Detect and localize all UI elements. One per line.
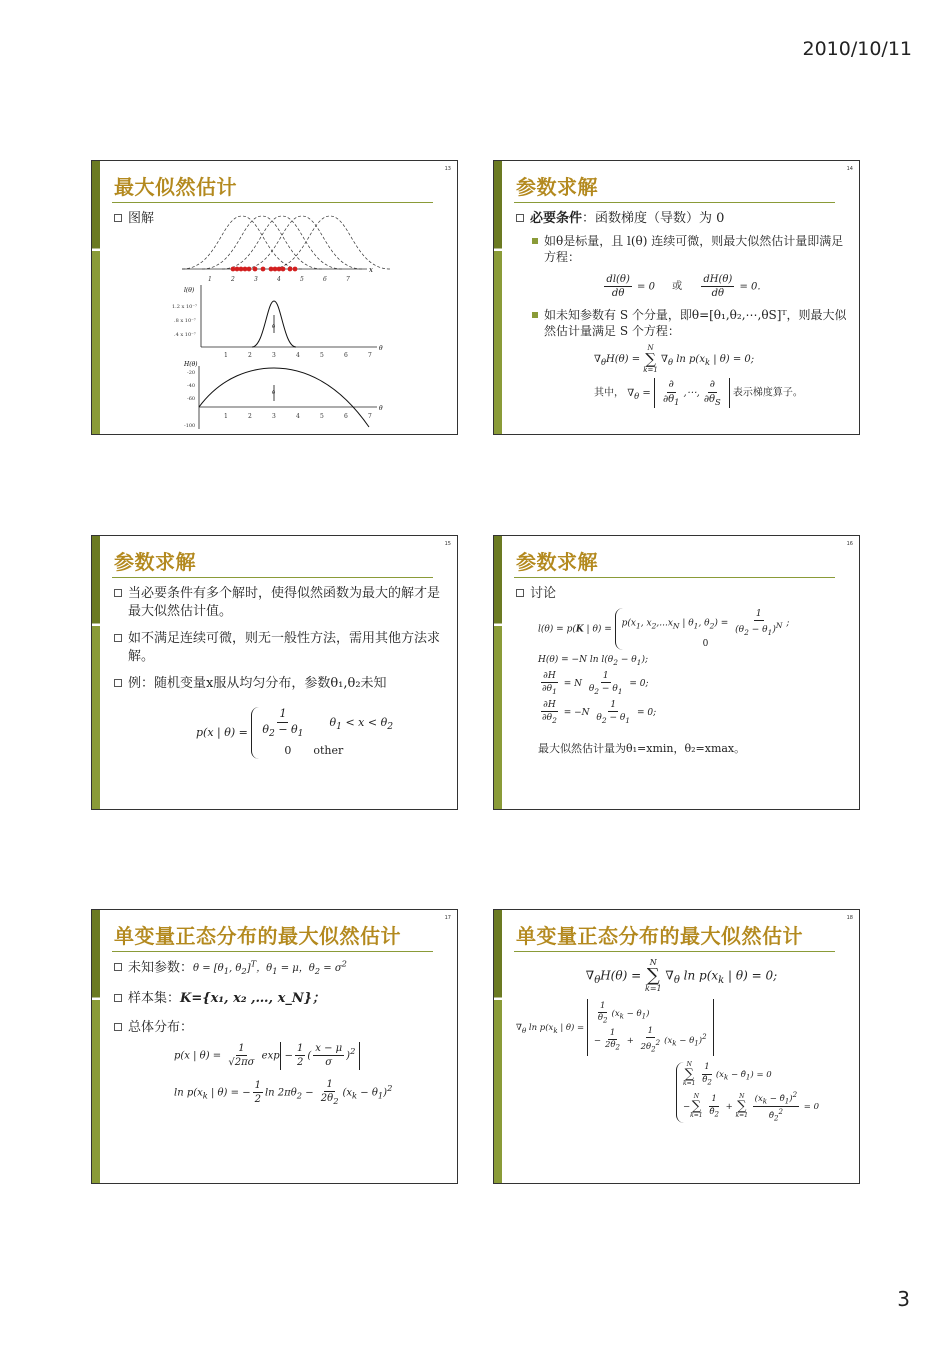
mid-axis-label: l(θ): [184, 287, 195, 294]
svg-text:1: 1: [224, 413, 228, 420]
sub-bullet: [532, 233, 847, 265]
slide-13: [91, 160, 458, 435]
header-date: 2010/10/11: [802, 38, 912, 60]
svg-text:5: 5: [320, 413, 324, 420]
bottom-axis-label: H(θ): [184, 361, 198, 368]
bullet-square-icon: [114, 679, 122, 687]
theta-axis-bottom: θ: [379, 405, 383, 412]
x-axis-label: x: [369, 266, 373, 274]
svg-text:6: 6: [344, 413, 348, 420]
y-ticks-bottom: [184, 370, 195, 429]
equation-gradient-vector: $\nabla_\theta$ $\ln p(x_k$ | θ) = $\frac{1}{\theta_2}$ $(x_k - \theta_1)$ − $\frac{1}{2\theta_2}$ + $\frac{1}{2\theta_2^2}$ $(x_k - \theta_1)^2$: [516, 999, 847, 1056]
svg-text:4: 4: [277, 276, 281, 283]
bullet-text: ：函数梯度（导数）为 0: [582, 211, 725, 226]
slide-15: [91, 535, 458, 810]
svg-text:1: 1: [224, 352, 228, 359]
x-ticks-bottom: [224, 413, 372, 420]
equation-normal-pdf: p(x | θ) = $\frac{1}{√2\pi\sigma}$ exp − $\frac{1}{2}$ ( $\frac{x - \mu}{\sigma}$ )$^2$: [174, 1042, 445, 1070]
title-rule: [514, 951, 835, 952]
slide-number: 15: [444, 541, 451, 547]
bullet-item: [114, 675, 445, 693]
bullet-square-icon: [114, 994, 122, 1002]
svg-text:.8 x 10⁻⁷: .8 x 10⁻⁷: [174, 318, 196, 324]
bullet-square-icon: [114, 963, 122, 971]
bullet-item: [114, 990, 445, 1008]
equation-system: N ∑ k=1 $\frac{1}{\thetâ_2}$ ($x_k$ − $\thetâ_1) = 0$ − N ∑ k=1 $\frac{1}{\thetâ_2}$ + N ∑ k=1 $\frac{(x_k - \thetâ_1)^2}{\thetâ_2^2}$ = 0: [676, 1062, 847, 1123]
likelihood-figure: [92, 161, 458, 435]
slide-accent-bar: [92, 536, 100, 809]
slide-18: [493, 909, 860, 1184]
slide-number: 14: [846, 166, 853, 172]
slide-number: 16: [846, 541, 853, 547]
bullet-text: 讨论: [530, 586, 557, 601]
other-word: other: [313, 744, 344, 758]
slide-title: 参数求解: [516, 550, 598, 574]
bullet-square-icon: [516, 214, 524, 222]
svg-text:3: 3: [272, 413, 276, 420]
where-suffix: 表示梯度算子。: [732, 387, 803, 399]
slide-title: 参数求解: [516, 175, 598, 199]
bullet-text: 图解: [128, 211, 155, 226]
slide-number: 13: [444, 166, 451, 172]
svg-text:1: 1: [208, 276, 212, 283]
svg-text:4: 4: [296, 413, 300, 420]
conclusion-text: 最大似然估计量为θ₁=xmin，θ₂=xmax。: [538, 741, 746, 755]
bullet-square-icon: [516, 589, 524, 597]
sub-bullet-icon: [532, 312, 538, 318]
bullet-text: 例：随机变量x服从均匀分布，参数θ₁,θ₂未知: [128, 676, 387, 692]
bullet-square-icon: [114, 634, 122, 642]
svg-text:2: 2: [248, 352, 252, 359]
sub-bullet-text: 如未知参数有 S 个分量，即θ=[θ₁,θ₂,⋯,θS]ᵀ，则最大似然估计量满足 S 个方程：: [544, 307, 847, 339]
dashed-curves: [182, 216, 390, 269]
svg-text:-60: -60: [187, 396, 196, 402]
bullet-item: [516, 210, 847, 228]
bullet-text: 如不满足连续可微，则无一般性方法，需用其他方法求解。: [128, 631, 441, 664]
theta-axis-mid: θ: [379, 345, 383, 352]
bullet-item: [114, 1019, 445, 1037]
svg-text:6: 6: [344, 352, 348, 359]
theta-hat-label: θ̂: [272, 324, 276, 330]
bullet-item: [516, 585, 847, 603]
equation-gradient: $\nabla_\theta H(\theta)$ = N ∑ k=1 $\nabla_\theta$ $\ln p(x_k$ | θ) = 0;: [594, 344, 755, 375]
svg-text:5: 5: [320, 352, 324, 359]
equation-gradient-sum: $\nabla_\theta H(\theta)$ = N ∑ k=1 $\nabla_\theta$ $\ln p(x_k$ | θ) = 0;: [585, 958, 778, 993]
title-rule: [514, 577, 835, 578]
slide-17: [91, 909, 458, 1184]
svg-text:2: 2: [231, 276, 235, 283]
slide-accent-bar: [92, 910, 100, 1183]
bullet-item: 未知参数：$\theta = [\theta_1$, $\theta_2]^T$，$\theta_1 = \mu$，$\theta_2 = \sigma^2$: [114, 959, 445, 978]
svg-text:7: 7: [368, 352, 372, 359]
slide-number: 18: [846, 915, 853, 921]
svg-text:3: 3: [254, 276, 258, 283]
sample-set-math: K={x₁, x₂ ,…, x_N}；: [180, 990, 326, 1006]
slide-title: 参数求解: [114, 550, 196, 574]
svg-text:4: 4: [296, 352, 300, 359]
slide-accent-bar: [494, 536, 502, 809]
x-ticks-mid: [224, 352, 372, 359]
title-rule: [514, 202, 835, 203]
slide-title: 单变量正态分布的最大似然估计: [114, 924, 401, 948]
sub-bullet: [532, 307, 847, 339]
svg-text:-100: -100: [184, 423, 196, 429]
or-word: 或: [672, 281, 683, 293]
sub-bullet-icon: [532, 238, 538, 244]
bullet-square-icon: [114, 1023, 122, 1031]
svg-text:2: 2: [248, 413, 252, 420]
slide-title: 单变量正态分布的最大似然估计: [516, 924, 803, 948]
svg-text:5: 5: [300, 276, 304, 283]
equation-gradient-operator: 其中， $\nabla_\theta$ = $\frac{\partial}{\partial\theta_1}$ ,⋯, $\frac{\partial}{\partial\theta_S}$ 表示梯度算子。: [594, 379, 803, 407]
bullet-text: 总体分布：: [128, 1020, 194, 1036]
bullet-text: 未知参数：: [128, 960, 194, 976]
bullet-square-icon: [114, 589, 122, 597]
svg-text:7: 7: [346, 276, 350, 283]
x-ticks-top: [208, 276, 350, 283]
title-rule: [112, 951, 433, 952]
equation-partial-1: $\frac{\partial H}{\partial\theta_1}$ = N $\frac{1}{\theta_2 - \theta_1}$ = 0;: [542, 670, 649, 696]
svg-text:.4 x 10⁻⁷: .4 x 10⁻⁷: [174, 332, 196, 338]
title-rule: [112, 577, 433, 578]
equation-derivative: $\frac{dl(\theta)}{d\theta}$ = 0 或 $\frac{dH(\theta)}{d\theta}$ = 0.: [606, 273, 761, 300]
svg-text:6: 6: [323, 276, 327, 283]
svg-text:7: 7: [368, 413, 372, 420]
y-ticks-mid: [172, 304, 197, 338]
svg-text:1.2 x 10⁻⁷: 1.2 x 10⁻⁷: [172, 304, 197, 310]
svg-text:-40: -40: [187, 383, 196, 389]
equation-likelihood: l(θ) = p(K | θ) = $p(x_1$, $x_2,...x_N$ | $\theta_1$, $\theta_2$) = $\frac{1}{(\theta_2 - \theta_1)^N}$ ; 0: [538, 608, 790, 649]
page-number: 3: [897, 1287, 910, 1311]
bullet-text: 样本集：: [128, 990, 181, 1006]
bullet-bold: 必要条件: [530, 211, 583, 226]
slide-accent-bar: [494, 910, 502, 1183]
equation-partial-2: $\frac{\partial H}{\partial\theta_2}$ = −N $\frac{1}{\theta_2 - \theta_1}$ = 0;: [542, 699, 657, 725]
bullet-item: [114, 630, 445, 665]
sub-bullet-text: 如θ是标量，且 l(θ) 连续可微，则最大似然估计量即满足方程：: [544, 233, 844, 264]
equation-log: H(θ) = −N $\ln l(\theta_2 - \theta_1)$;: [538, 654, 648, 667]
svg-text:-20: -20: [187, 370, 196, 376]
equation-normal-log: $\ln p(x_k$ | θ) = − $\frac{1}{2}$ $\ln 2\pi\theta_2$ − $\frac{1}{2\theta_2}$ $(x_k - \theta_1)^2$: [174, 1078, 393, 1107]
slide-14: [493, 160, 860, 435]
svg-text:3: 3: [272, 352, 276, 359]
where-prefix: 其中，: [594, 387, 624, 399]
bullet-text: 当必要条件有多个解时，使得似然函数为最大的解才是最大似然估计值。: [128, 586, 441, 619]
slide-accent-bar: [494, 161, 502, 434]
bullet-item: [114, 585, 445, 620]
slide-16: [493, 535, 860, 810]
equation-uniform: p(x | θ) = $\frac{1}{\theta_2 - \theta_1}$ $\theta_1 < x < \theta_2$ 0 other: [196, 706, 394, 758]
slide-number: 17: [444, 915, 451, 921]
slide-title: 最大似然估计: [114, 175, 237, 199]
theta-hat-label: θ̂: [272, 390, 276, 396]
